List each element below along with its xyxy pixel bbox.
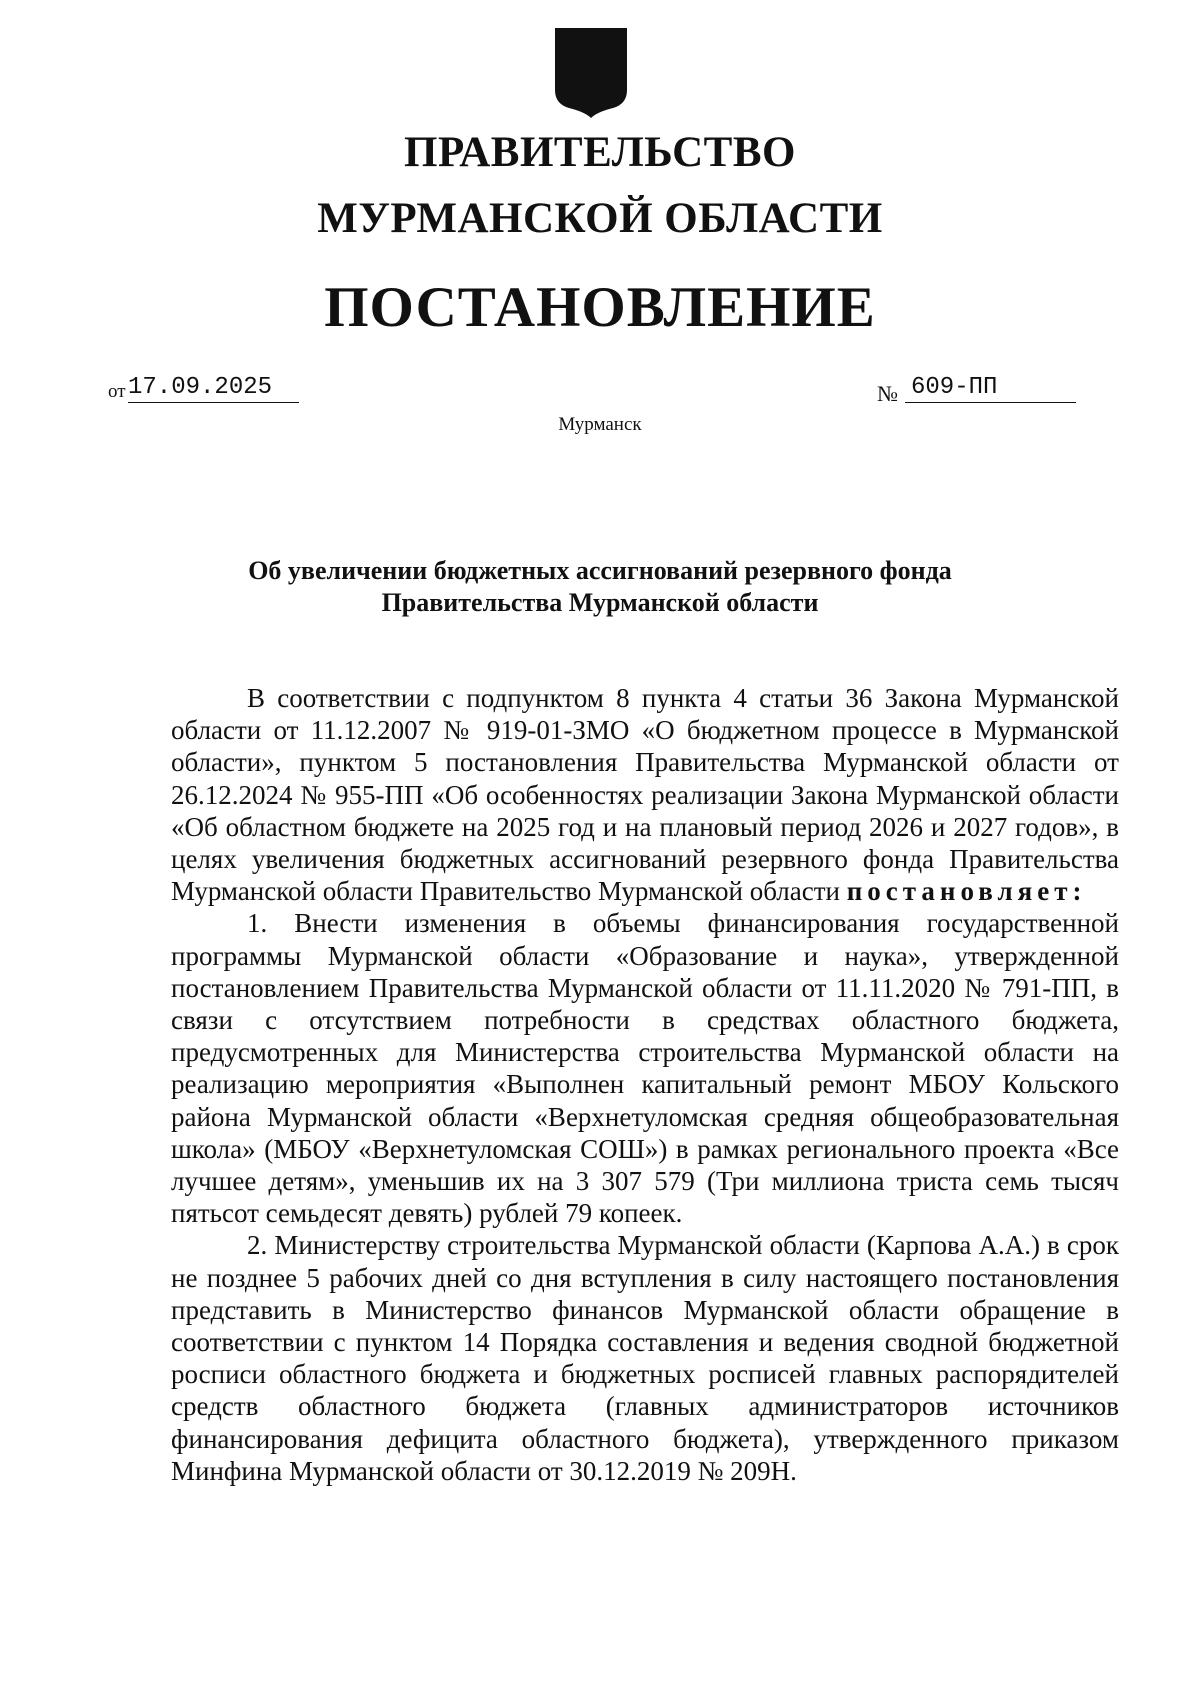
- document-body: [171, 682, 1119, 1487]
- number-label: №: [877, 381, 898, 406]
- government-title-line1: ПРАВИТЕЛЬСТВО: [404, 129, 796, 176]
- decree-date: 17.09.2025: [128, 374, 299, 403]
- subject-title-line2: Правительства Мурманской области: [381, 588, 819, 617]
- decrees-word: постановляет:: [846, 876, 1087, 907]
- decree-number: 609-ПП: [905, 374, 1076, 403]
- item-2-paragraph: 2. Министерству строительства Мурманской области (Карпова А.А.) в срок не позднее 5 рабочих дней со дня вступления в силу настоящего постановления представить в Министерство финансов Мурманской области обращение в соответствии с пунктом 14 Порядка составления и ведения сводной бюджетной росписи областного бюджета и бюджетных росписей главных распорядителей средств областного бюджета (главных администраторов источников финансирования дефицита областного бюджета), утвержденного приказом Минфина Мурманской области от 30.12.2019 № 209Н.: [171, 1230, 1119, 1486]
- date-label: от: [108, 381, 126, 402]
- city-name: Мурманск: [558, 414, 642, 435]
- preamble-text: В соответствии с подпунктом 8 пункта 4 статьи 36 Закона Мурманской области от 11.12.2007 № 919-01-ЗМО «О бюджетном процессе в Мурманской области», пунктом 5 постановления Правительства Мурманской области от 26.12.2024 № 955-ПП «Об особенностях реализации Закона Мурманской области «Об областном бюджете на 2025 год и на плановый период 2026 и 2027 годов», в целях увеличения бюджетных ассигнований резервного фонда Правительства Мурманской области Правительство Мурманской области: [171, 683, 1119, 907]
- government-title-line2: МУРМАНСКОЙ ОБЛАСТИ: [317, 195, 883, 242]
- item-1-paragraph: 1. Внести изменения в объемы финансирования государственной программы Мурманской области «Образование и наука», утвержденной постановлением Правительства Мурманской области от 11.11.2020 № 791-ПП, в связи с отсутствием потребности в средствах областного бюджета, предусмотренных для Министерства строительства Мурманской области на реализацию мероприятия «Выполнен капитальный ремонт МБОУ Кольского района Мурманской области «Верхнетуломская средняя общеобразовательная школа» (МБОУ «Верхнетуломская СОШ») в рамках регионального проекта «Все лучшее детям», уменьшив их на 3 307 579 (Три миллиона триста семь тысяч пятьсот семьдесят девять) рублей 79 копеек.: [171, 908, 1119, 1229]
- preamble-paragraph: [171, 682, 1119, 907]
- coat-of-arms-emblem: [553, 26, 629, 120]
- document-type-title: ПОСТАНОВЛЕНИЕ: [324, 276, 876, 339]
- subject-title-line1: Об увеличении бюджетных ассигнований резервного фонда: [248, 556, 952, 585]
